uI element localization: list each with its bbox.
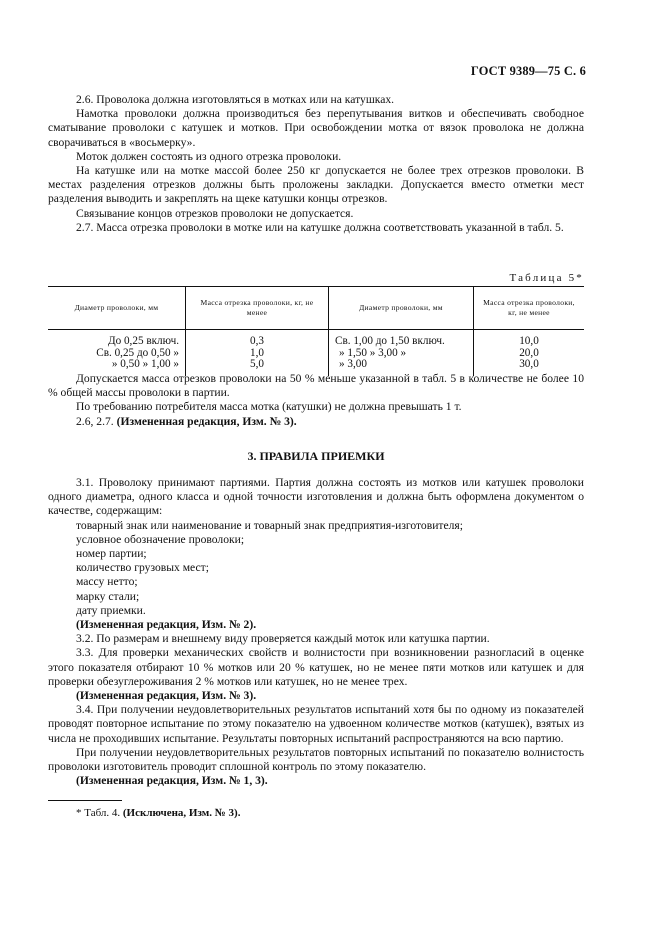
paragraph: Допускается масса отрезков проволоки на 50 % меньше указанной в табл. 5 в количестве не более 10 % общей массы проволоки в партии. [48,372,584,400]
section-3-text [48,476,584,788]
table-cell [474,330,585,377]
paragraph: 2.7. Масса отрезка проволоки в мотке или на катушке должна соответствовать указанной в табл. 5. [76,220,564,234]
column-header: Масса отрезка проволоки, кг, не менее [474,287,585,330]
list-item: товарный знак или наименование и товарный знак предприятия-изготовителя; [76,518,463,532]
section-2-text [48,93,584,235]
paragraph: 3.4. При получении неудовлетворительных результатов испытаний хотя бы по одному из показателей проводят повторное испытание по этому показателю на удвоенном количестве мотков (катушек), взятых из числа не проходивших испытание. Результаты повторных испытаний распространяются на всю партию. [48,703,584,745]
cell-line: 10,0 [519,335,539,347]
cell-line: 30,0 [519,358,539,371]
list-item: количество грузовых мест; [76,561,209,575]
cell-line: 5,0 [250,358,264,371]
cell-line: » 3,00 [339,358,367,371]
table-5 [48,286,584,376]
list-item: массу нетто; [76,575,138,589]
cell-line: Св. 1,00 до 1,50 включ. [335,335,445,347]
cell-line: 0,3 [250,335,264,347]
column-header: Масса отрезка проволоки, кг, не менее [186,287,329,330]
paragraph: Намотка проволоки должна производиться без перепутывания витков и обеспечивать свободное сматывание проволоки с катушек и мотков. При освобождении мотка от вязок проволока не должна сворачиваться в «восьмерку». [48,107,584,149]
list-item: марку стали; [76,589,140,603]
paragraph: При получении неудовлетворительных результатов повторных испытаний по показателю волнистость проволоки изготовитель проводит сплошной контроль по этому показателю. [48,745,584,774]
list-item: условное обозначение проволоки; [76,532,245,546]
cell-line: Св. 0,25 до 0,50 » [96,346,179,359]
column-header: Диаметр проволоки, мм [48,287,186,330]
paragraph: На катушке или на мотке массой более 250 кг допускается не более трех отрезков проволоки. В местах разделения отрезков должны быть проложены закладки. Допускается вместо отметки мест разделения выводить и закреплять на щеке катушки концы отрезков. [48,164,584,206]
cell-line: » 1,50 » 3,00 » [339,346,407,359]
footnote [76,806,240,820]
table-header-row [48,287,584,330]
paragraph: 3.3. Для проверки механических свойств и волнистости при возникновении разногласий в оценке этого показателя отбирают 10 % мотков или 20 % катушек, но не менее пяти мотков или катушек и для проверки обезуглероживания 2 % мотков или катушек, но не менее трех. [48,646,584,688]
amendment-note: (Измененная редакция, Изм. № 1, 3). [76,774,268,788]
page-header: ГОСТ 9389—75 С. 6 [470,64,586,78]
cell-line: 20,0 [519,346,539,359]
amendment-note: (Измененная редакция, Изм. № 2). [76,618,257,632]
table-cell [48,330,186,377]
footnote-prefix: * Табл. 4. [76,807,123,819]
list-item: номер партии; [76,547,147,561]
document-page [48,0,584,936]
paragraph: По требованию потребителя масса мотка (катушки) не должна превышать 1 т. [76,400,462,414]
amendment-note [48,415,584,429]
list-item: дату приемки. [76,603,146,617]
amendment-note: (Измененная редакция, Изм. № 3). [76,689,257,703]
paragraph: Моток должен состоять из одного отрезка проволоки. [76,149,342,163]
table-caption: Таблица 5* [509,272,584,284]
section-title: 3. ПРАВИЛА ПРИЕМКИ [247,449,385,463]
cell-line: До 0,25 включ. [107,335,179,347]
cell-line: » 0,50 » 1,00 » [111,358,179,371]
amendment-text: (Измененная редакция, Изм. № 3). [116,414,297,428]
cell-line: 1,0 [250,346,264,359]
paragraph: 3.2. По размерам и внешнему виду проверяется каждый моток или катушка партии. [76,632,490,646]
column-header: Диаметр проволоки, мм [329,287,474,330]
paragraph: 2.6. Проволока должна изготовляться в мотках или на катушках. [76,93,395,106]
amendment-prefix: 2.6, 2.7. [76,414,117,428]
after-table-text [48,372,584,429]
footnote-divider [48,800,122,801]
table-cell [186,330,329,377]
paragraph: Связывание концов отрезков проволоки не допускается. [76,206,354,220]
table-cell [329,330,474,377]
paragraph: 3.1. Проволоку принимают партиями. Партия должна состоять из мотков или катушек проволоки одного диаметра, одного класса и одной точности изготовления и должна быть оформлена документом о качестве, содержащим: [48,476,584,518]
table-row [48,330,584,377]
footnote-text: (Исключена, Изм. № 3). [122,807,241,819]
